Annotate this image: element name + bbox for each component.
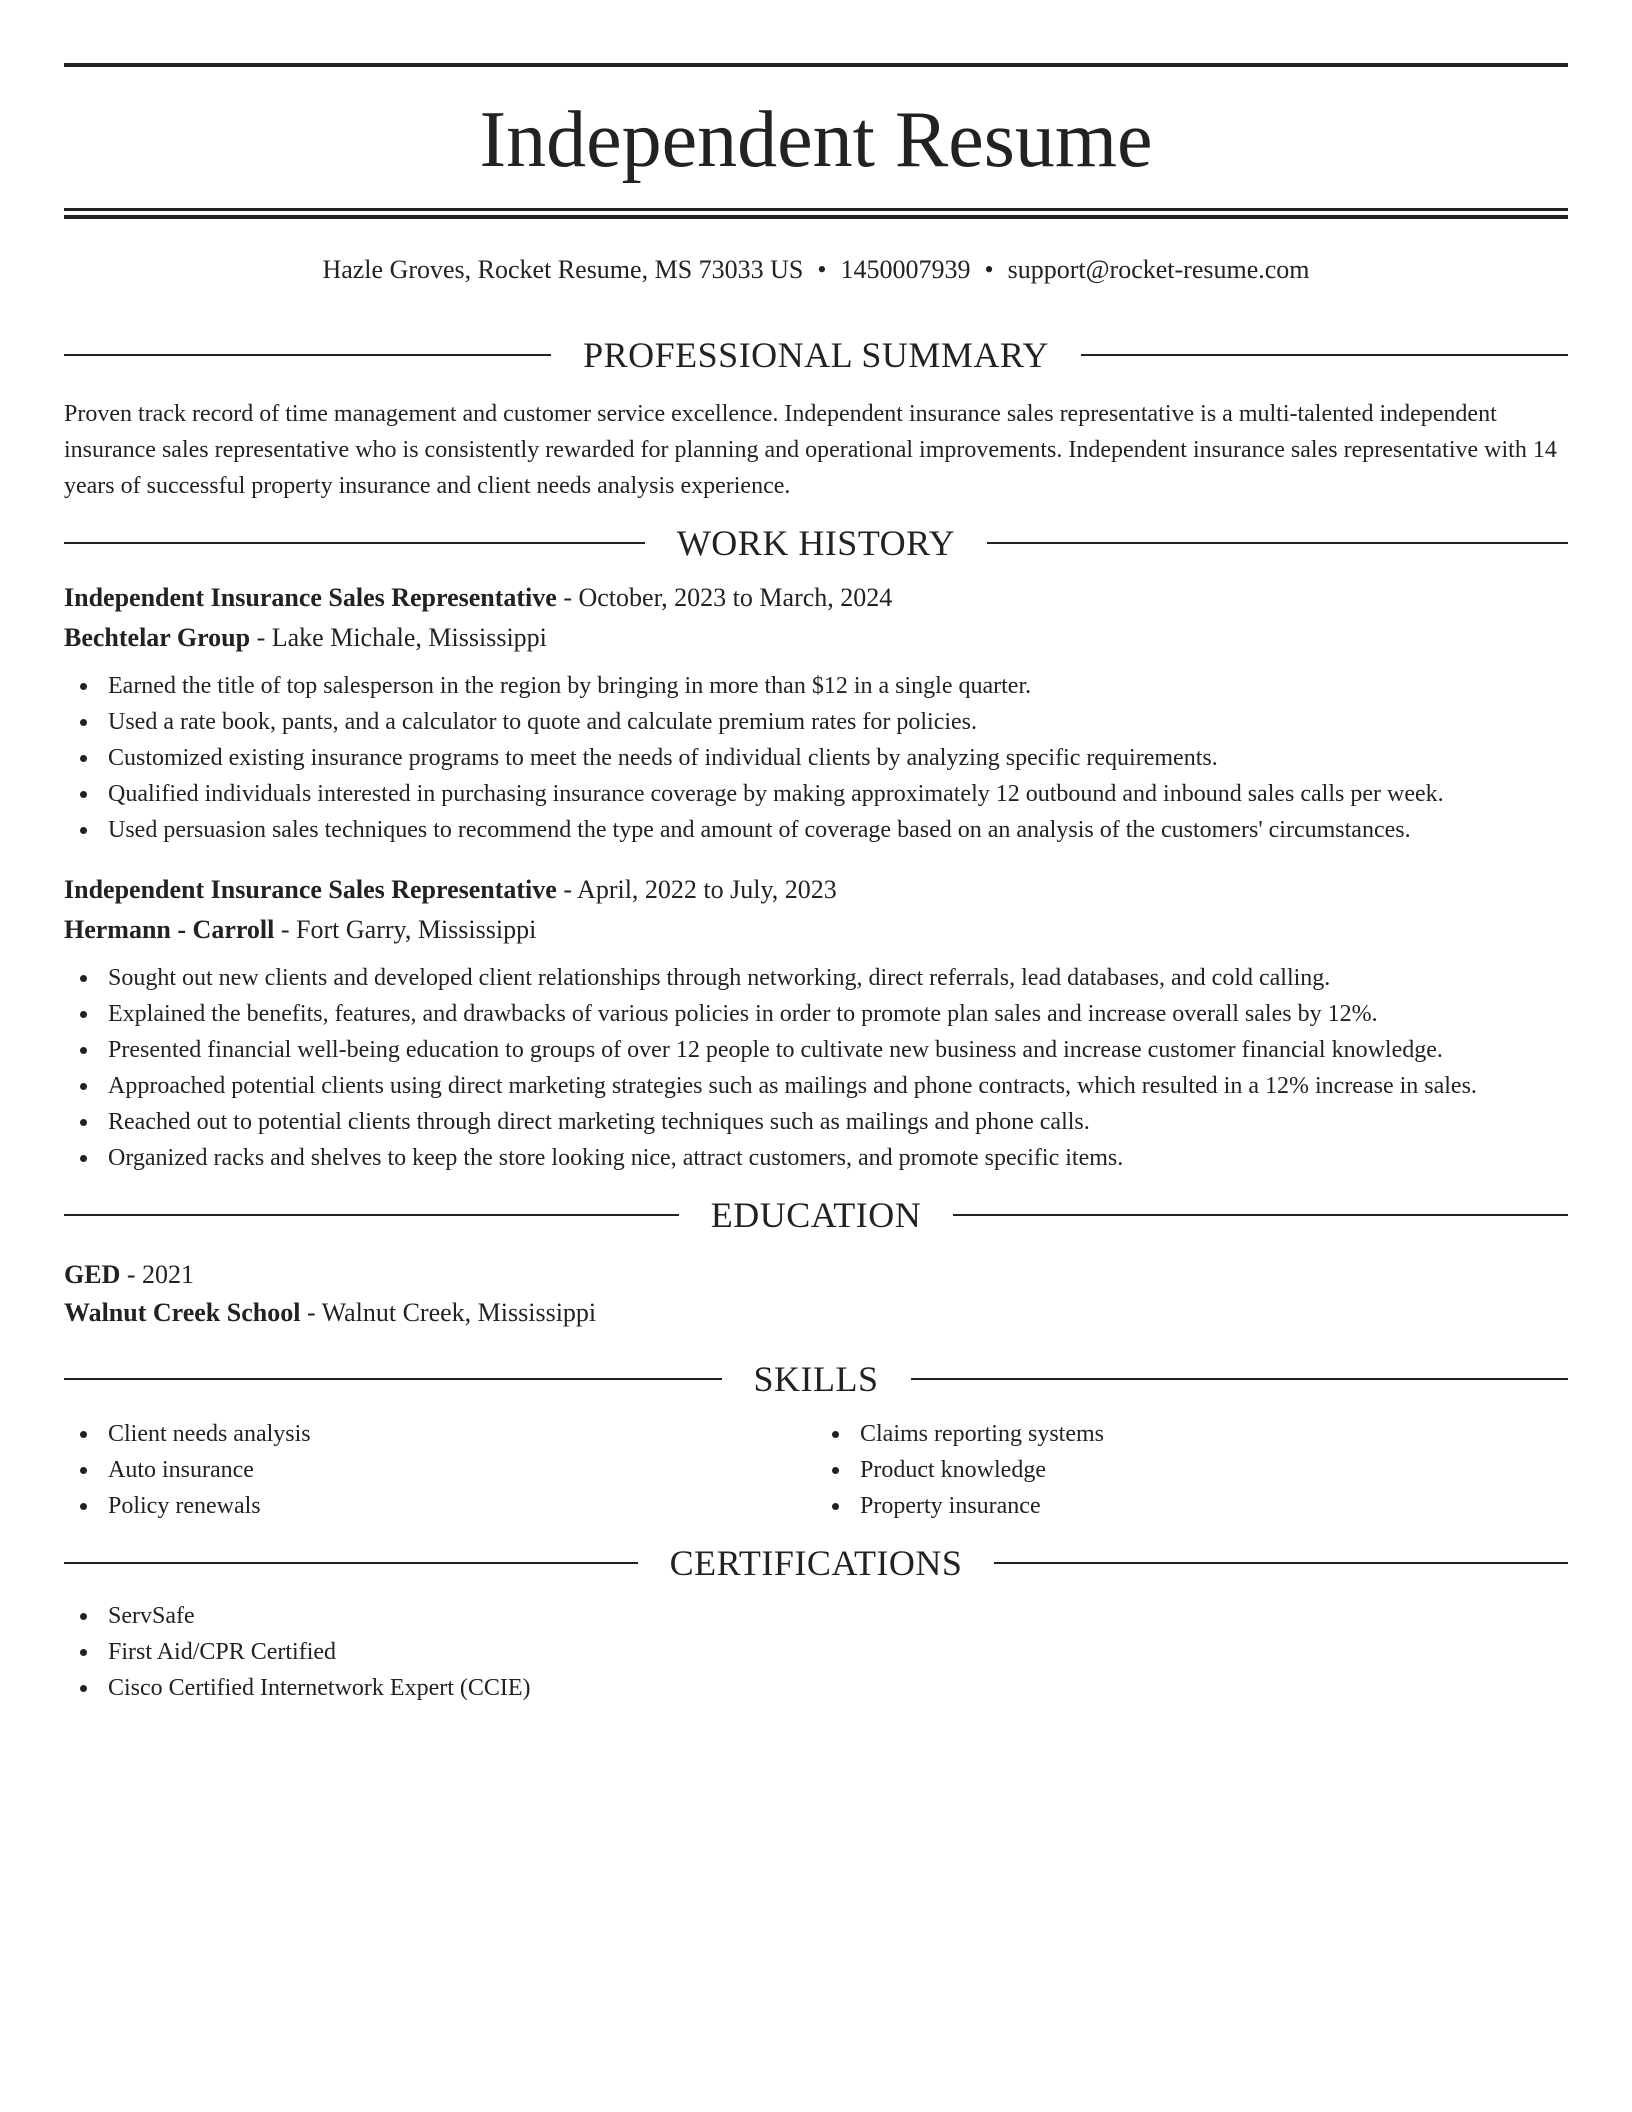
- skills-right-list: [816, 1416, 1568, 1524]
- contact-email: support@rocket-resume.com: [1007, 255, 1310, 284]
- job-bullets: [64, 668, 1568, 848]
- list-item: Sought out new clients and developed client relationships through networking, direct referrals, lead databases, and cold calling.: [64, 960, 1568, 996]
- heading-rule: [987, 542, 1568, 544]
- list-item: Policy renewals: [64, 1488, 816, 1524]
- list-item: ServSafe: [64, 1598, 1568, 1634]
- list-item: Used persuasion sales techniques to recommend the type and amount of coverage based on an analysis of the customers' circumstances.: [64, 812, 1568, 848]
- skills-columns: [64, 1416, 1568, 1524]
- heading-rule: [64, 1378, 722, 1380]
- skills-left-list: [64, 1416, 816, 1524]
- job-title: Independent Insurance Sales Representative: [64, 583, 557, 612]
- summary-text: Proven track record of time management and customer service excellence. Independent insurance sales representative is a multi-talented independent insurance sales representative who is consistently rewarded for planning and operational improvements. Independent insurance sales representative with 14 years of successful property insurance and client needs analysis experience.: [64, 401, 1557, 499]
- section-title: CERTIFICATIONS: [669, 1543, 963, 1583]
- list-item: Qualified individuals interested in purchasing insurance coverage by making approximately 12 outbound and inbound sales calls per week.: [64, 776, 1568, 812]
- company-location: - Lake Michale, Mississippi: [250, 623, 547, 652]
- list-item: First Aid/CPR Certified: [64, 1634, 1568, 1670]
- job-title-line: [64, 870, 1568, 910]
- list-item: Auto insurance: [64, 1452, 816, 1488]
- heading-rule: [64, 1214, 679, 1216]
- school-name: Walnut Creek School: [64, 1298, 301, 1327]
- contact-line: [64, 252, 1568, 288]
- list-item: Claims reporting systems: [816, 1416, 1568, 1452]
- section-title: PROFESSIONAL SUMMARY: [583, 335, 1049, 375]
- contact-phone: 1450007939: [840, 255, 971, 284]
- company-name: Bechtelar Group: [64, 623, 251, 652]
- school-line: [64, 1294, 1568, 1332]
- heading-rule: [64, 542, 645, 544]
- education-entry: [64, 1256, 1568, 1332]
- section-title: SKILLS: [753, 1359, 879, 1399]
- heading-rule: [953, 1214, 1568, 1216]
- list-item: Used a rate book, pants, and a calculator to quote and calculate premium rates for policies.: [64, 704, 1568, 740]
- resume-content: [64, 330, 1568, 1706]
- section-heading-education: [64, 1190, 1568, 1240]
- heading-rule: [1081, 354, 1568, 356]
- section-heading-work-history: [64, 518, 1568, 568]
- list-item: Approached potential clients using direct marketing strategies such as mailings and phone contracts, which resulted in a 12% increase in sales.: [64, 1068, 1568, 1104]
- list-item: Organized racks and shelves to keep the store looking nice, attract customers, and promote specific items.: [64, 1140, 1568, 1176]
- section-heading-certifications: [64, 1538, 1568, 1588]
- list-item: Product knowledge: [816, 1452, 1568, 1488]
- certifications-list: [64, 1598, 1568, 1706]
- title-double-rule: [64, 208, 1568, 220]
- list-item: Presented financial well-being education to groups of over 12 people to cultivate new business and increase customer financial knowledge.: [64, 1032, 1568, 1068]
- contact-separator: •: [817, 255, 827, 284]
- degree: GED: [64, 1260, 121, 1289]
- degree-year: - 2021: [120, 1260, 195, 1289]
- company-line: [64, 618, 1568, 658]
- list-item: Reached out to potential clients through direct marketing techniques such as mailings and phone calls.: [64, 1104, 1568, 1140]
- top-rule: [64, 63, 1568, 67]
- heading-rule: [911, 1378, 1569, 1380]
- degree-line: [64, 1256, 1568, 1294]
- job-title-line: [64, 578, 1568, 618]
- section-heading-summary: [64, 330, 1568, 380]
- heading-rule: [64, 1562, 638, 1564]
- resume-title: Independent Resume: [479, 96, 1153, 184]
- list-item: Client needs analysis: [64, 1416, 816, 1452]
- section-heading-skills: [64, 1354, 1568, 1404]
- job-entry: [64, 870, 1568, 1176]
- job-dates: - October, 2023 to March, 2024: [556, 583, 893, 612]
- list-item: Explained the benefits, features, and drawbacks of various policies in order to promote plan sales and increase overall sales by 12%.: [64, 996, 1568, 1032]
- job-dates: - April, 2022 to July, 2023: [556, 875, 837, 904]
- list-item: Cisco Certified Internetwork Expert (CCIE): [64, 1670, 1568, 1706]
- list-item: Property insurance: [816, 1488, 1568, 1524]
- company-name: Hermann - Carroll: [64, 915, 275, 944]
- section-title: EDUCATION: [710, 1195, 922, 1235]
- list-item: Customized existing insurance programs to meet the needs of individual clients by analyzing specific requirements.: [64, 740, 1568, 776]
- section-title: WORK HISTORY: [676, 523, 956, 563]
- company-line: [64, 910, 1568, 950]
- school-location: - Walnut Creek, Mississippi: [300, 1298, 597, 1327]
- company-location: - Fort Garry, Mississippi: [274, 915, 537, 944]
- contact-address: Hazle Groves, Rocket Resume, MS 73033 US: [322, 255, 804, 284]
- list-item: Earned the title of top salesperson in the region by bringing in more than $12 in a single quarter.: [64, 668, 1568, 704]
- job-bullets: [64, 960, 1568, 1176]
- contact-separator: •: [984, 255, 994, 284]
- heading-rule: [994, 1562, 1568, 1564]
- job-title: Independent Insurance Sales Representative: [64, 875, 557, 904]
- heading-rule: [64, 354, 551, 356]
- job-entry: [64, 578, 1568, 848]
